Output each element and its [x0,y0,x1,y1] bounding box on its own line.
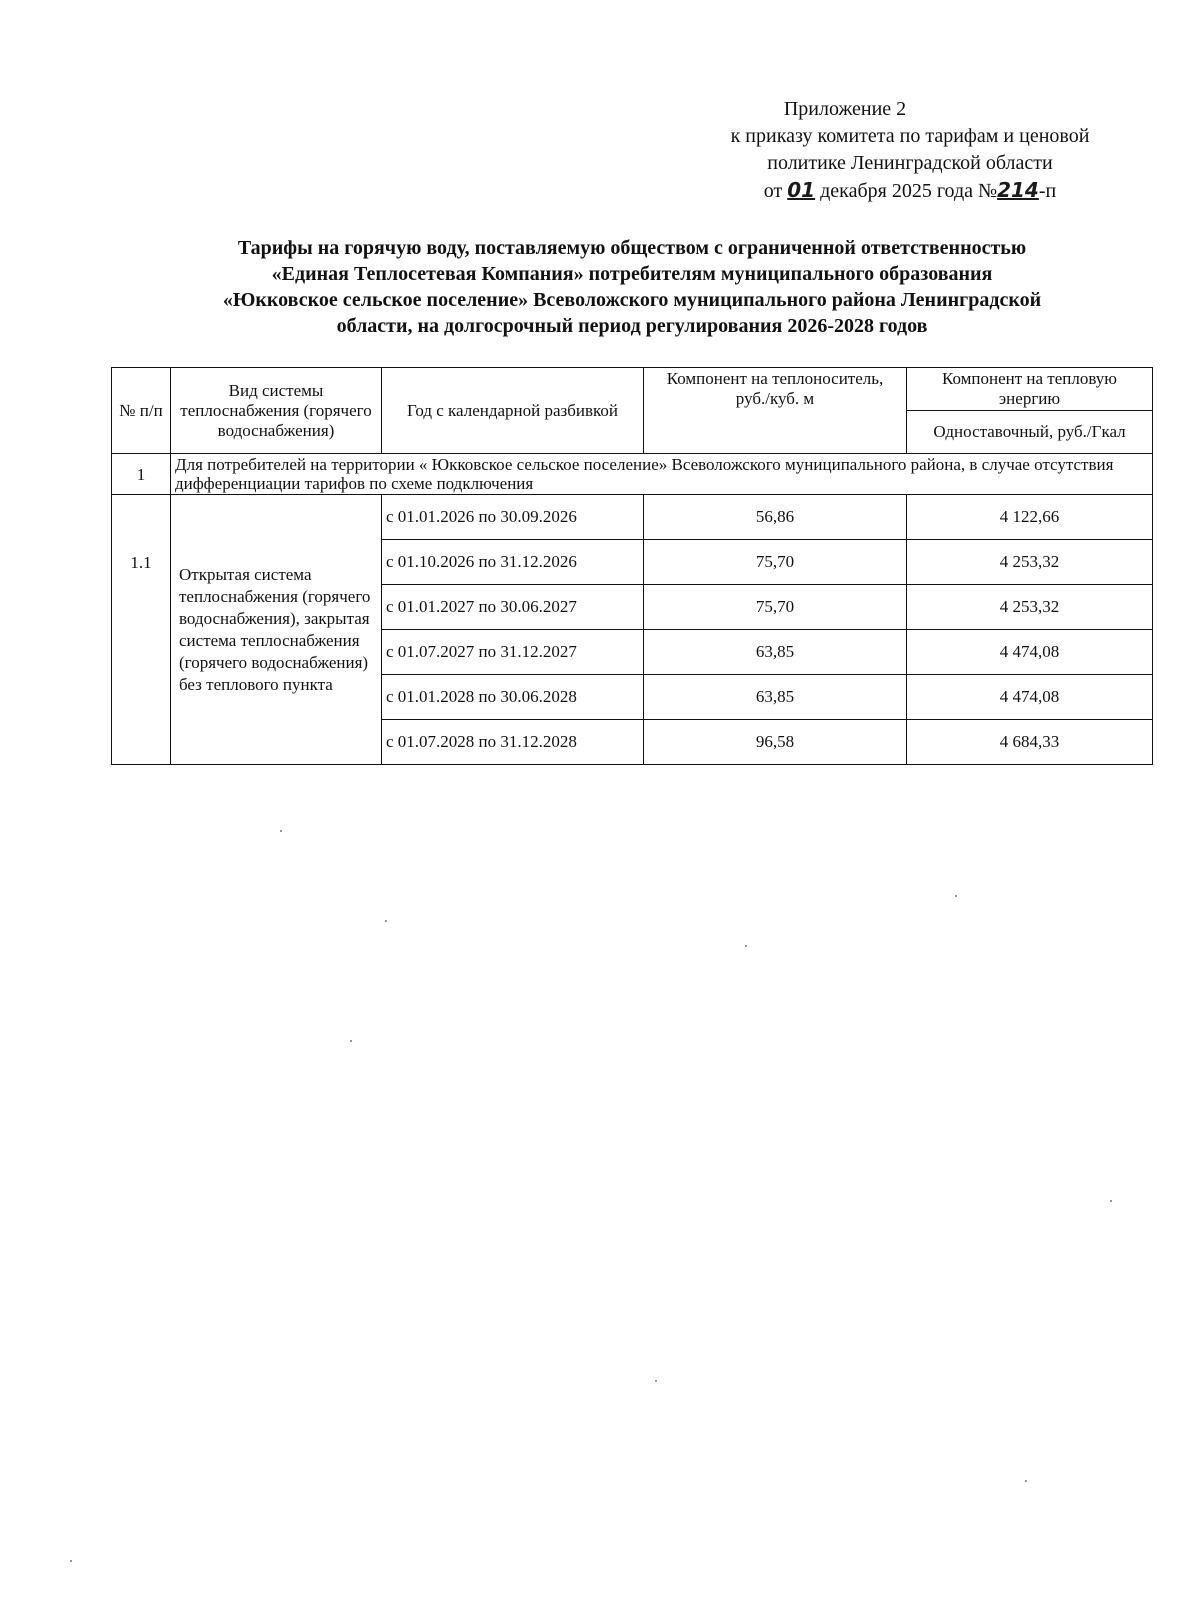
scan-speck [955,895,957,897]
row-period: с 01.01.2026 по 30.09.2026 [382,495,644,540]
row-carrier: 63,85 [644,630,907,675]
row-carrier: 63,85 [644,675,907,720]
table-group-row [112,454,1153,495]
row-energy: 4 474,08 [907,630,1153,675]
scan-speck [280,830,282,832]
order-date-prefix: от [763,180,783,202]
title-line-3: «Юкковское сельское поселение» Всеволожского муниципального района Ленинградской [222,289,1042,311]
header-num: № п/п [112,368,171,454]
handwritten-day: 01 [787,178,816,202]
scan-speck [655,1380,657,1382]
header-system: Вид системы теплоснабжения (горячего водоснабжения) [171,368,382,454]
appendix-line-2: к приказу комитета по тарифам и ценовой [730,125,1090,147]
scan-speck [70,1560,72,1562]
group-description: Для потребителей на территории « Юкковское сельское поселение» Всеволожского муниципального района, в случае отсутствия дифференциации тарифов по схеме подключения [171,454,1153,495]
scan-speck [385,920,387,922]
row-energy: 4 474,08 [907,675,1153,720]
order-month-year: декабря 2025 года № [820,180,998,202]
row-carrier: 96,58 [644,720,907,765]
table-row [112,495,1153,540]
row-energy: 4 253,32 [907,540,1153,585]
row-carrier: 75,70 [644,540,907,585]
title-line-4: области, на долгосрочный период регулирования 2026-2028 годов [336,315,928,337]
item-num: 1.1 [112,495,171,765]
scan-speck [1110,1200,1112,1202]
header-period: Год с календарной разбивкой [382,368,644,454]
handwritten-order-number: 214 [997,178,1039,202]
header-carrier: Компонент на теплоноситель, руб./куб. м [644,368,907,454]
appendix-block [680,96,1140,205]
scan-speck [1025,1480,1027,1482]
row-period: с 01.07.2027 по 31.12.2027 [382,630,644,675]
row-energy: 4 122,66 [907,495,1153,540]
scan-speck [350,1040,352,1042]
row-carrier: 56,86 [644,495,907,540]
row-carrier: 75,70 [644,585,907,630]
header-energy-single-rate: Одноставочный, руб./Гкал [907,411,1153,454]
row-period: с 01.07.2028 по 31.12.2028 [382,720,644,765]
appendix-line-3: политике Ленинградской области [767,152,1053,174]
title-line-2: «Единая Теплосетевая Компания» потребителям муниципального образования [271,263,993,285]
appendix-line-4 [680,177,1140,205]
row-energy: 4 253,32 [907,585,1153,630]
title-line-1: Тарифы на горячую воду, поставляемую обществом с ограниченной ответственностью [237,237,1027,259]
group-num: 1 [112,454,171,495]
appendix-line-1: Приложение 2 [783,98,907,120]
scan-speck [745,945,747,947]
row-period: с 01.01.2027 по 30.06.2027 [382,585,644,630]
order-suffix: -п [1038,180,1057,202]
item-system: Открытая система теплоснабжения (горячего водоснабжения), закрытая система теплоснабжения (горячего водоснабжения) без теплового пункта [171,495,382,765]
tariff-table [111,367,1153,765]
document-title [112,235,1152,339]
header-energy: Компонент на тепловую энергию [907,368,1153,411]
row-period: с 01.10.2026 по 31.12.2026 [382,540,644,585]
row-energy: 4 684,33 [907,720,1153,765]
table-header-row [112,368,1153,411]
row-period: с 01.01.2028 по 30.06.2028 [382,675,644,720]
